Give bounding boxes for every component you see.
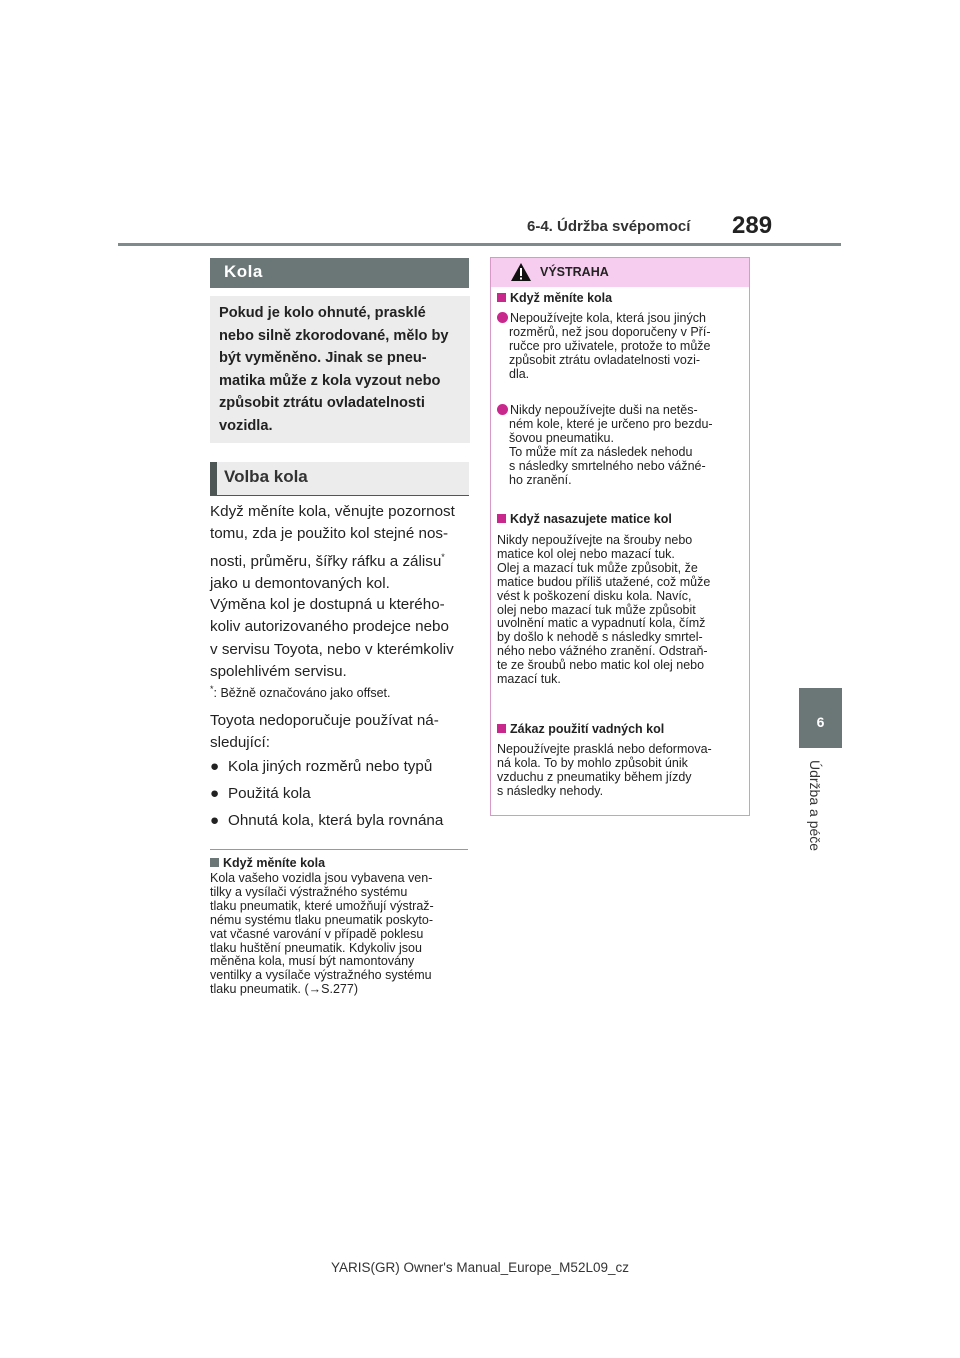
intro-line: vozidla. bbox=[219, 417, 273, 434]
warning-triangle-icon bbox=[510, 262, 532, 282]
section-title: 6-4. Údržba svépomocí bbox=[527, 218, 691, 235]
text-line: tilky a vysílači výstražného systému bbox=[210, 884, 408, 899]
paragraph-1 bbox=[210, 501, 472, 596]
text-line: Toyota nedoporučuje používat ná- bbox=[210, 712, 439, 729]
intro-line: nebo silně zkorodované, mělo by bbox=[219, 327, 449, 344]
text-line: jako u demontovaných kol. bbox=[210, 575, 390, 593]
text-line: ho zranění. bbox=[509, 472, 572, 487]
square-bullet-icon bbox=[497, 724, 506, 733]
footnote-text: : Běžně označováno jako offset. bbox=[213, 686, 391, 701]
text-line: vést k poškození disku kola. Navíc, bbox=[497, 588, 692, 603]
text-line: To může mít za následek nehodu bbox=[509, 444, 693, 459]
intro-line: matika může z kola vyzout nebo bbox=[219, 372, 441, 389]
warning-text bbox=[497, 534, 747, 687]
bullet-text: Kola jiných rozměrů nebo typů bbox=[228, 758, 433, 775]
warning-subheading bbox=[497, 292, 747, 306]
page-number: 289 bbox=[732, 212, 773, 239]
chapter-number: 6 bbox=[816, 714, 825, 730]
text-line: s následky smrtelného nebo vážné- bbox=[509, 458, 706, 473]
text-line: Výměna kol je dostupná u kterého- bbox=[210, 596, 445, 613]
intro-text bbox=[219, 302, 467, 437]
info-heading bbox=[210, 856, 325, 870]
text-line: Nikdy nepoužívejte na šrouby nebo bbox=[497, 533, 693, 547]
intro-line: být vyměněno. Jinak se pneu- bbox=[219, 350, 427, 366]
text-line: způsobit ztrátu ovladatelnosti vozi- bbox=[509, 352, 701, 367]
circle-bullet-icon bbox=[497, 312, 508, 323]
text-line: vat včasné varování v případě poklesu bbox=[210, 926, 424, 941]
text-line: mazací tuk. bbox=[497, 672, 561, 687]
bullet-item bbox=[210, 785, 311, 802]
header-divider bbox=[118, 243, 841, 246]
warning-subheading-text: Když nasazujete matice kol bbox=[510, 512, 672, 526]
square-bullet-icon bbox=[497, 293, 506, 302]
bullet-icon: ● bbox=[210, 758, 220, 775]
text-line: tlaku pneumatik, které umožňují výstraž- bbox=[210, 898, 434, 913]
intro-line: Pokud je kolo ohnuté, prasklé bbox=[219, 305, 426, 321]
text-line: vzduchu z pneumatiky během jízdy bbox=[497, 769, 692, 784]
circle-bullet-icon bbox=[497, 404, 508, 415]
warning-title: VÝSTRAHA bbox=[540, 265, 609, 279]
warning-subheading bbox=[497, 723, 747, 737]
text-line: Když měníte kola, věnujte pozornost bbox=[210, 503, 455, 520]
bullet-text: Ohnutá kola, která byla rovnána bbox=[228, 812, 444, 829]
text-line: tomu, zda je použito kol stejné nos- bbox=[210, 525, 449, 543]
text-line: ná kola. To by mohlo způsobit únik bbox=[497, 755, 688, 770]
text-line: matice kol olej nebo mazací tuk. bbox=[497, 546, 675, 561]
text-line: rozměrů, než jsou doporučeny v Pří- bbox=[509, 324, 711, 339]
text-line: Olej a mazací tuk může způsobit, že bbox=[497, 560, 698, 575]
intro-line: způsobit ztrátu ovladatelnosti bbox=[219, 395, 425, 411]
text-line: dla. bbox=[509, 366, 530, 381]
text-line: sledující: bbox=[210, 734, 270, 752]
info-text bbox=[210, 872, 475, 997]
text-line: koliv autorizovaného prodejce nebo bbox=[210, 618, 449, 636]
text-line: ném kole, které je určeno pro bezdu- bbox=[509, 416, 713, 431]
footnote-marker: * bbox=[441, 551, 445, 562]
chapter-label-text: Údržba a péče bbox=[807, 760, 823, 852]
bullet-text: Použitá kola bbox=[228, 785, 311, 802]
chapter-label bbox=[803, 760, 823, 900]
footnote-marker: * bbox=[210, 684, 214, 694]
warning-text bbox=[497, 743, 747, 799]
bullet-item bbox=[210, 758, 432, 775]
text-line: Nepoužívejte prasklá nebo deformova- bbox=[497, 742, 712, 756]
bullet-icon: ● bbox=[210, 812, 220, 829]
text-line: nému systému tlaku pneumatik poskyto- bbox=[210, 912, 434, 927]
text-line: uvolnění matic a vypadnutí kola, čímž bbox=[497, 616, 706, 631]
warning-bullet bbox=[497, 312, 747, 382]
warning-subheading-text: Zákaz použití vadných kol bbox=[510, 722, 665, 736]
text-line-part: Nepoužívejte kola, která jsou jiných bbox=[510, 311, 706, 325]
warning-bullet bbox=[497, 404, 747, 487]
text-line-part: nosti, průměru, šířky ráfku a zálisu bbox=[210, 552, 442, 570]
square-bullet-icon bbox=[210, 858, 219, 867]
volba-heading: Volba kola bbox=[224, 467, 308, 486]
bullet-icon: ● bbox=[210, 785, 220, 802]
text-line: měněna kola, musí být namontovány bbox=[210, 954, 415, 969]
volba-heading-accent bbox=[210, 462, 217, 495]
text-line: ručce pro uživatele, protože to může bbox=[509, 338, 711, 353]
text-line bbox=[497, 312, 747, 326]
text-line: spolehlivém servisu. bbox=[210, 663, 347, 681]
text-line: by došlo k nehodě s následky smrtel- bbox=[497, 630, 703, 645]
paragraph-3 bbox=[210, 710, 472, 755]
warning-subheading-text: Když měníte kola bbox=[510, 291, 613, 305]
square-bullet-icon bbox=[497, 514, 506, 523]
text-line: s následky nehody. bbox=[497, 783, 604, 798]
text-line: ventilky a vysílače výstražného systému bbox=[210, 968, 432, 983]
paragraph-2 bbox=[210, 594, 472, 684]
text-line: tlaku huštění pneumatik. Kdykoliv jsou bbox=[210, 940, 422, 955]
text-line-part: Nikdy nepoužívejte duši na netěs- bbox=[510, 403, 698, 417]
footer-text: YARIS(GR) Owner's Manual_Europe_M52L09_cz bbox=[331, 1260, 629, 1275]
kola-heading: Kola bbox=[224, 262, 263, 281]
text-line: olej nebo mazací tuk může způsobit bbox=[497, 602, 696, 617]
text-line: te ze šroubů nebo matic kol olej nebo bbox=[497, 658, 705, 673]
section-divider bbox=[210, 849, 468, 850]
text-line: v servisu Toyota, nebo v kterémkoliv bbox=[210, 640, 454, 658]
text-line: Kola vašeho vozidla jsou vybavena ven- bbox=[210, 871, 433, 885]
text-line bbox=[497, 404, 747, 418]
text-line: ného nebo vážného zranění. Odstraň- bbox=[497, 644, 708, 659]
footnote bbox=[210, 684, 391, 700]
text-line: šovou pneumatiku. bbox=[509, 430, 614, 445]
text-line: matice budou příliš utažené, což může bbox=[497, 574, 711, 589]
bullet-item bbox=[210, 812, 443, 829]
warning-subheading bbox=[497, 513, 747, 527]
text-line: tlaku pneumatik. (→S.277) bbox=[210, 982, 358, 997]
info-heading-text: Když měníte kola bbox=[223, 856, 326, 870]
text-line bbox=[210, 546, 472, 573]
